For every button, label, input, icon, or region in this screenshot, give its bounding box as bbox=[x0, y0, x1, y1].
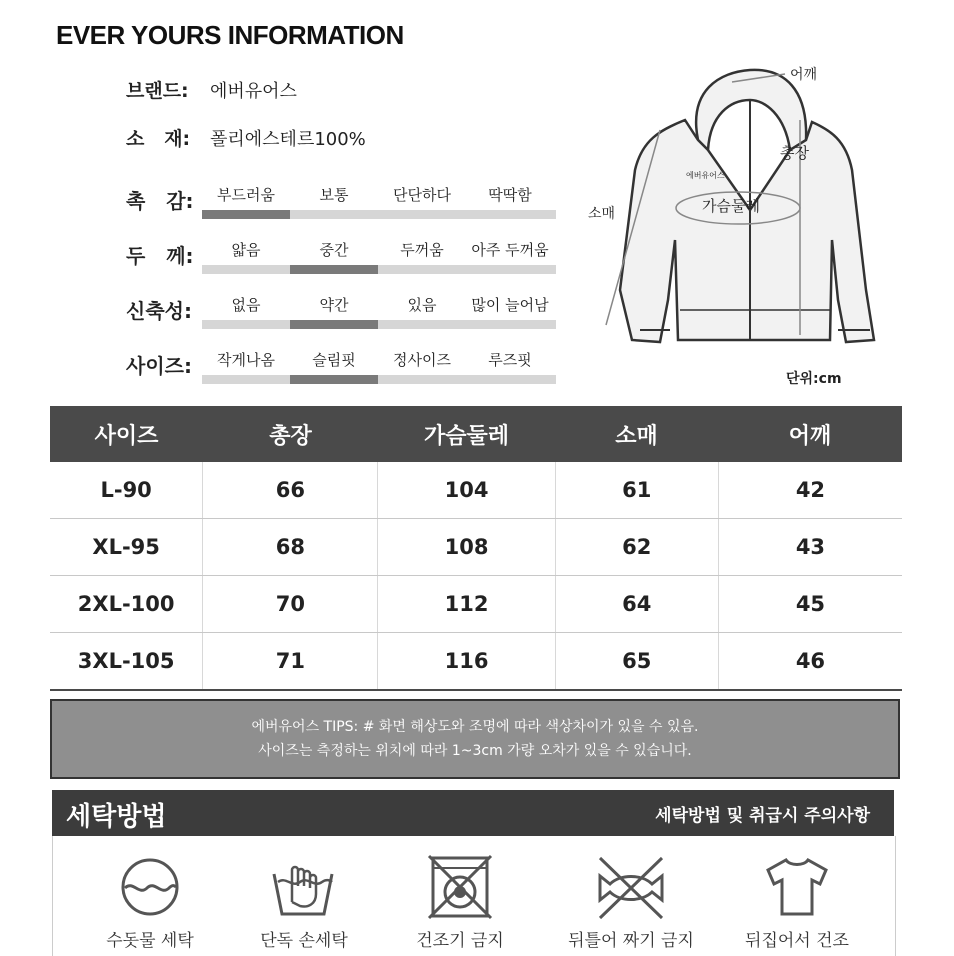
attribute-label: 촉 감: bbox=[126, 189, 194, 213]
wash-label-1: 수돗물 세탁 bbox=[106, 931, 194, 951]
attribute-scale-track bbox=[202, 320, 556, 329]
inside-out-dry-icon bbox=[762, 852, 832, 922]
brand-label: 브랜드: bbox=[126, 80, 189, 102]
table-row bbox=[50, 519, 902, 576]
unit-label: 단위:cm bbox=[786, 371, 842, 387]
table-row bbox=[50, 576, 902, 633]
attribute-selected-indicator bbox=[290, 320, 378, 329]
attribute-label: 사이즈: bbox=[126, 354, 192, 378]
wash-label-5: 뒤집어서 건조 bbox=[745, 931, 849, 951]
attribute-option: 중간 bbox=[319, 241, 349, 259]
cell: 70 bbox=[203, 576, 378, 632]
attribute-option: 정사이즈 bbox=[393, 351, 451, 369]
water-wash-icon bbox=[115, 852, 185, 922]
table-row bbox=[50, 633, 902, 689]
attribute-selected-indicator bbox=[290, 265, 378, 274]
cell: 65 bbox=[556, 633, 719, 689]
table-row bbox=[50, 462, 902, 519]
washing-subtitle: 세탁방법 및 취급시 주의사항 bbox=[655, 806, 870, 826]
wash-label-3: 건조기 금지 bbox=[416, 931, 504, 951]
attribute-scale-track bbox=[202, 375, 556, 384]
cell: 43 bbox=[795, 535, 826, 559]
tips-line-1: 에버유어스 TIPS: # 화면 해상도와 조명에 따라 색상차이가 있을 수 있음. bbox=[251, 719, 699, 735]
body-shape bbox=[620, 120, 874, 342]
cell: 68 bbox=[203, 519, 378, 575]
header-sleeve: 소매 bbox=[615, 423, 658, 449]
attribute-option: 딱딱함 bbox=[488, 186, 532, 204]
washing-title: 세탁방법 bbox=[66, 802, 167, 832]
material-label: 소 재: bbox=[126, 128, 191, 150]
header-length: 총장 bbox=[269, 423, 312, 449]
cell: 61 bbox=[556, 462, 719, 518]
page-title: EVER YOURS INFORMATION bbox=[56, 20, 404, 50]
wash-label-4: 뒤틀어 짜기 금지 bbox=[568, 931, 694, 951]
diagram-logo: 에버유어스 bbox=[686, 171, 725, 180]
diagram-shoulder-label: 어깨 bbox=[790, 67, 818, 83]
cell: 2XL-100 bbox=[50, 576, 203, 632]
wash-label-2: 단독 손세탁 bbox=[260, 931, 348, 951]
attribute-option: 아주 두꺼움 bbox=[471, 241, 549, 259]
diagram-sleeve-label: 소매 bbox=[588, 206, 616, 222]
attribute-option: 루즈핏 bbox=[488, 351, 532, 369]
cell: 104 bbox=[378, 462, 555, 518]
attribute-option: 작게나옴 bbox=[217, 351, 275, 369]
attribute-option: 단단하다 bbox=[393, 186, 451, 204]
attribute-option: 부드러움 bbox=[217, 186, 275, 204]
hoodie-diagram bbox=[580, 60, 880, 390]
attribute-option: 없음 bbox=[231, 296, 261, 314]
header-chest: 가슴둘레 bbox=[423, 423, 509, 449]
tips-line-2: 사이즈는 측정하는 위치에 따라 1~3cm 가량 오차가 있을 수 있습니다. bbox=[258, 743, 692, 759]
attribute-label: 신축성: bbox=[126, 299, 192, 323]
cell: 3XL-105 bbox=[50, 633, 203, 689]
cell: 116 bbox=[378, 633, 555, 689]
cell: 66 bbox=[203, 462, 378, 518]
cell: XL-95 bbox=[50, 519, 203, 575]
cell: 112 bbox=[378, 576, 555, 632]
brand-value: 에버유어스 bbox=[210, 81, 297, 102]
cell: L-90 bbox=[50, 462, 203, 518]
tips-box bbox=[50, 699, 900, 779]
cell: 108 bbox=[378, 519, 555, 575]
attribute-option: 두꺼움 bbox=[400, 241, 444, 259]
attribute-option: 얇음 bbox=[231, 241, 261, 259]
table-header bbox=[50, 406, 902, 462]
attribute-label: 두 께: bbox=[126, 244, 194, 268]
cell: 42 bbox=[795, 478, 826, 502]
attribute-option: 많이 늘어남 bbox=[471, 296, 549, 314]
attribute-scale-track bbox=[202, 265, 556, 274]
cell: 64 bbox=[556, 576, 719, 632]
hand-wash-icon bbox=[268, 852, 338, 922]
attribute-option: 있음 bbox=[407, 296, 437, 314]
cell: 45 bbox=[795, 592, 826, 616]
attribute-option: 약간 bbox=[319, 296, 349, 314]
header-shoulder: 어깨 bbox=[788, 423, 832, 449]
diagram-chest-label: 가슴둘레 bbox=[702, 197, 760, 215]
attribute-option: 보통 bbox=[319, 186, 349, 204]
material-value: 폴리에스테르100% bbox=[210, 129, 366, 150]
diagram-length-label: 총장 bbox=[780, 144, 809, 162]
attribute-option: 슬림핏 bbox=[312, 351, 356, 369]
cell: 71 bbox=[203, 633, 378, 689]
cell: 46 bbox=[795, 649, 826, 673]
attribute-selected-indicator bbox=[202, 210, 290, 219]
attribute-selected-indicator bbox=[290, 375, 378, 384]
header-size: 사이즈 bbox=[94, 423, 159, 449]
table-bottom-rule bbox=[50, 689, 902, 691]
cell: 62 bbox=[556, 519, 719, 575]
size-table bbox=[50, 406, 902, 691]
no-wring-icon bbox=[596, 852, 666, 922]
no-tumble-dry-icon bbox=[425, 852, 495, 922]
